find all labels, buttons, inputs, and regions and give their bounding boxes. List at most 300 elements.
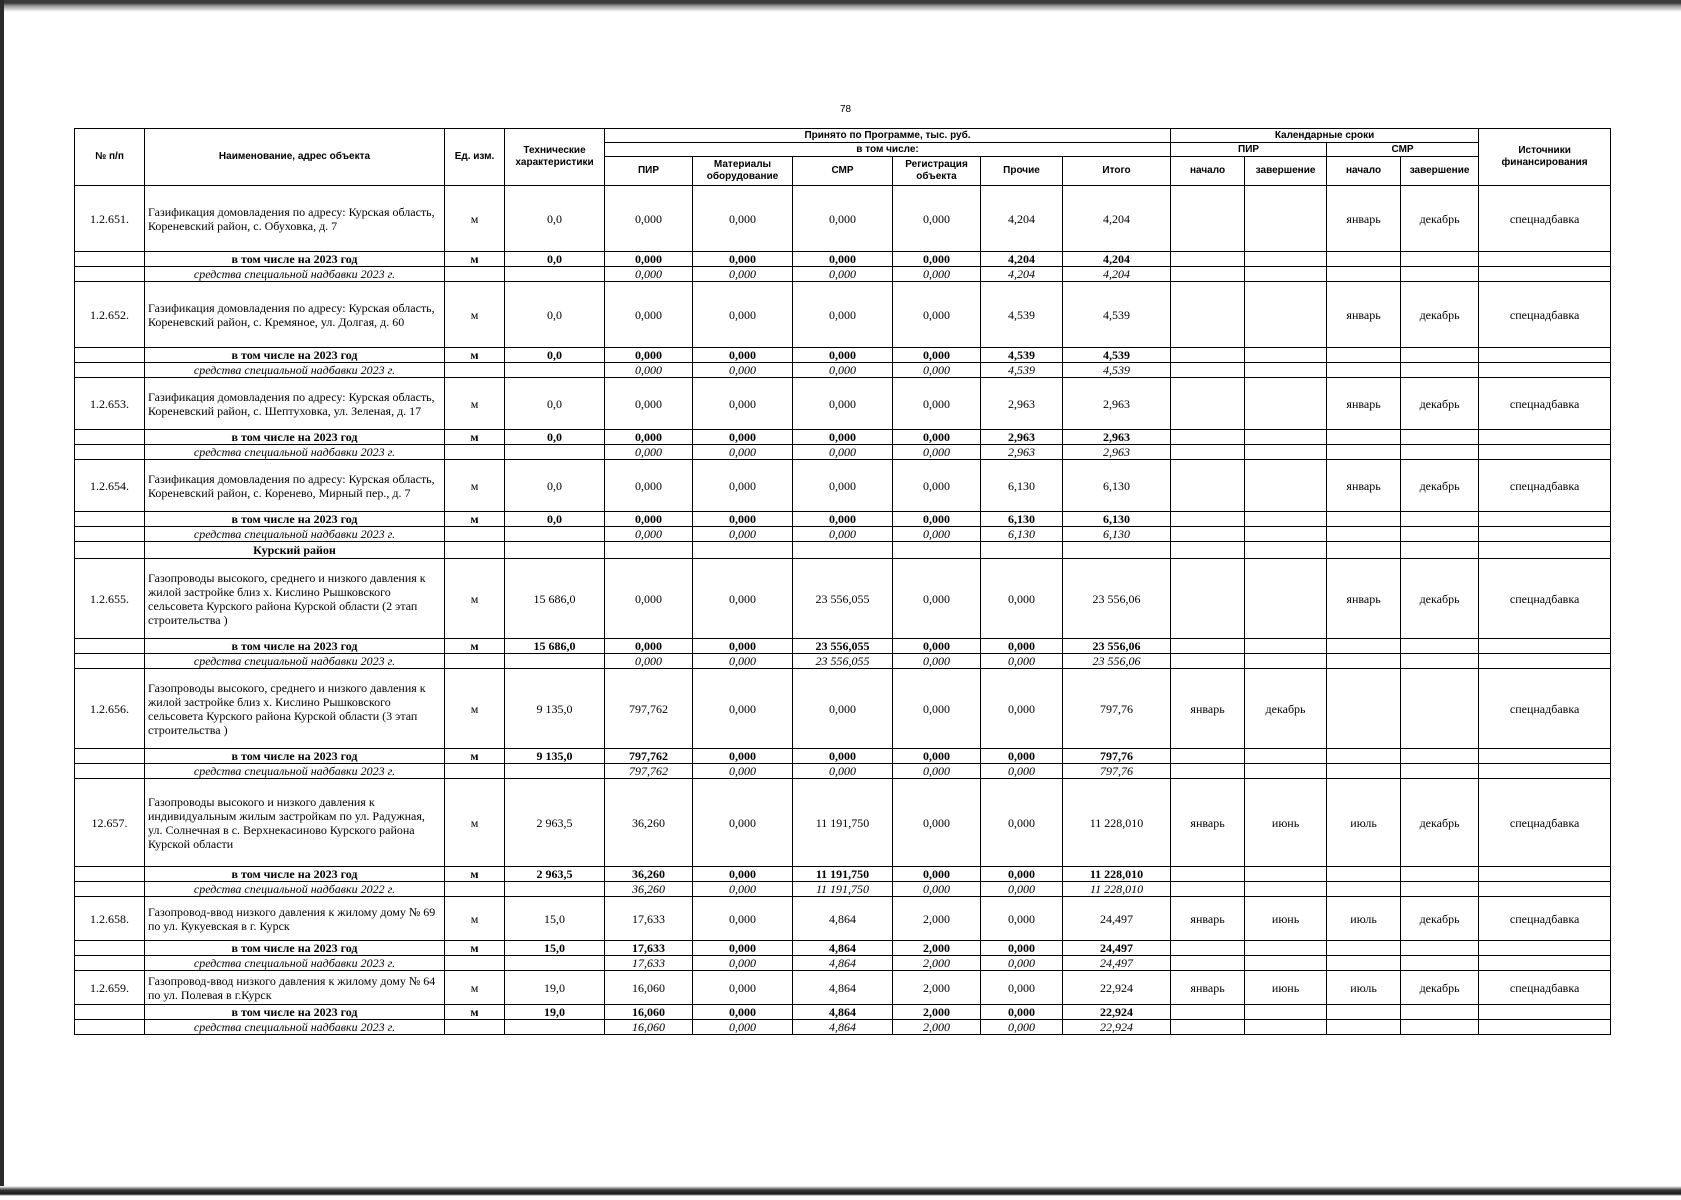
cell-smr: 0,000 <box>793 527 893 542</box>
cell-other: 0,000 <box>981 941 1063 956</box>
cell-empty <box>1245 749 1327 764</box>
cell-reg: 0,000 <box>893 348 981 363</box>
cell-empty <box>1327 941 1401 956</box>
cell-empty <box>1401 252 1479 267</box>
cell-mat: 0,000 <box>693 749 793 764</box>
cell-empty <box>1479 764 1611 779</box>
cell-no: 1.2.652. <box>75 282 145 348</box>
cell-total: 4,539 <box>1063 348 1171 363</box>
cell-other: 0,000 <box>981 779 1063 867</box>
cell-tech: 0,0 <box>505 252 605 267</box>
cell-source: спецнадбавка <box>1479 779 1611 867</box>
cell-pir-end: июнь <box>1245 779 1327 867</box>
cell-other: 0,000 <box>981 897 1063 941</box>
cell-other: 0,000 <box>981 956 1063 971</box>
cell-smr-end: декабрь <box>1401 559 1479 639</box>
cell-total: 24,497 <box>1063 941 1171 956</box>
cell-mat: 0,000 <box>693 512 793 527</box>
cell-pir: 17,633 <box>605 941 693 956</box>
funding-row <box>75 267 1611 282</box>
cell-reg: 2,000 <box>893 941 981 956</box>
header-unit: Ед. изм. <box>445 129 505 186</box>
header-registration: Регистрация объекта <box>893 157 981 186</box>
cell-name: средства специальной надбавки 2023 г. <box>145 267 445 282</box>
cell-smr: 4,864 <box>793 1020 893 1035</box>
cell-total: 2,963 <box>1063 378 1171 430</box>
cell-smr: 4,864 <box>793 956 893 971</box>
cell-smr: 0,000 <box>793 378 893 430</box>
cell-pir-end: июнь <box>1245 897 1327 941</box>
cell-smr: 0,000 <box>793 764 893 779</box>
cell-unit: м <box>445 512 505 527</box>
cell-mat: 0,000 <box>693 941 793 956</box>
cell-pir: 0,000 <box>605 267 693 282</box>
cell-empty <box>1327 654 1401 669</box>
cell-total: 6,130 <box>1063 512 1171 527</box>
cell-name: Газопроводы высокого, среднего и низкого давления к жилой застройке близ х. Кислино Рышковского сельсовета Курского района Курской области (2 этап строительства ) <box>145 559 445 639</box>
cell-empty <box>1171 542 1245 559</box>
cell-pir-end <box>1245 282 1327 348</box>
cell-mat: 0,000 <box>693 186 793 252</box>
cell-mat: 0,000 <box>693 867 793 882</box>
cell-unit: м <box>445 348 505 363</box>
cell-unit: м <box>445 282 505 348</box>
cell-empty <box>1171 1020 1245 1035</box>
cell-tech: 19,0 <box>505 1005 605 1020</box>
cell-empty <box>1327 1020 1401 1035</box>
cell-no: 1.2.656. <box>75 669 145 749</box>
cell-empty <box>1327 764 1401 779</box>
cell-other: 0,000 <box>981 867 1063 882</box>
cell-empty <box>1171 512 1245 527</box>
cell-reg: 0,000 <box>893 764 981 779</box>
cell-source: спецнадбавка <box>1479 971 1611 1005</box>
funding-row <box>75 527 1611 542</box>
cell-no: 1.2.654. <box>75 460 145 512</box>
cell-name: в том числе на 2023 год <box>145 348 445 363</box>
cell-no <box>75 430 145 445</box>
cell-pir: 36,260 <box>605 867 693 882</box>
cell-mat: 0,000 <box>693 378 793 430</box>
cell-pir-start: январь <box>1171 897 1245 941</box>
cell-smr-end: декабрь <box>1401 971 1479 1005</box>
table-row <box>75 559 1611 639</box>
cell-name: Газификация домовладения по адресу: Курская область, Кореневский район, с. Обуховка, д. 7 <box>145 186 445 252</box>
cell-reg: 0,000 <box>893 882 981 897</box>
cell-reg: 0,000 <box>893 654 981 669</box>
cell-name: в том числе на 2023 год <box>145 252 445 267</box>
cell-total: 23 556,06 <box>1063 639 1171 654</box>
cell-tech: 19,0 <box>505 971 605 1005</box>
cell-mat: 0,000 <box>693 267 793 282</box>
cell-unit <box>445 1020 505 1035</box>
cell-empty <box>1245 252 1327 267</box>
cell-unit: м <box>445 897 505 941</box>
cell-smr-end: декабрь <box>1401 897 1479 941</box>
cell-empty <box>1171 882 1245 897</box>
cell-other: 4,539 <box>981 348 1063 363</box>
cell-smr: 23 556,055 <box>793 654 893 669</box>
cell-empty <box>1401 512 1479 527</box>
cell-empty <box>1479 512 1611 527</box>
cell-empty <box>1327 639 1401 654</box>
cell-unit <box>445 882 505 897</box>
cell-empty <box>1327 363 1401 378</box>
cell-reg: 0,000 <box>893 559 981 639</box>
cell-source: спецнадбавка <box>1479 282 1611 348</box>
cell-mat: 0,000 <box>693 669 793 749</box>
cell-total: 11 228,010 <box>1063 882 1171 897</box>
cell-source: спецнадбавка <box>1479 669 1611 749</box>
cell-reg: 0,000 <box>893 430 981 445</box>
table-row <box>75 282 1611 348</box>
cell-pir: 797,762 <box>605 749 693 764</box>
cell-mat: 0,000 <box>693 1005 793 1020</box>
cell-empty <box>1401 882 1479 897</box>
cell-unit: м <box>445 941 505 956</box>
cell-reg: 2,000 <box>893 971 981 1005</box>
cell-total: 4,539 <box>1063 282 1171 348</box>
cell-empty <box>1479 867 1611 882</box>
cell-total: 11 228,010 <box>1063 867 1171 882</box>
cell-smr-end: декабрь <box>1401 282 1479 348</box>
cell-tech: 0,0 <box>505 512 605 527</box>
header-smr-start: начало <box>1327 157 1401 186</box>
cell-empty <box>1479 639 1611 654</box>
table-header <box>75 129 1611 186</box>
cell-empty <box>1327 867 1401 882</box>
cell-mat: 0,000 <box>693 882 793 897</box>
cell-total: 23 556,06 <box>1063 559 1171 639</box>
cell-mat: 0,000 <box>693 445 793 460</box>
cell-no <box>75 348 145 363</box>
cell-pir: 17,633 <box>605 897 693 941</box>
cell-empty <box>1171 764 1245 779</box>
cell-no: 12.657. <box>75 779 145 867</box>
cell-total: 24,497 <box>1063 956 1171 971</box>
cell-tech: 0,0 <box>505 348 605 363</box>
subtotal-row <box>75 867 1611 882</box>
cell-tech: 0,0 <box>505 186 605 252</box>
cell-empty <box>1401 1005 1479 1020</box>
cell-empty <box>1327 267 1401 282</box>
cell-empty <box>1401 941 1479 956</box>
cell-tech <box>505 445 605 460</box>
cell-empty <box>1479 941 1611 956</box>
cell-empty <box>1479 348 1611 363</box>
cell-name: Газопроводы высокого и низкого давления к индивидуальным жилым застройкам по ул. Радужная, ул. Солнечная в с. Верхнекасиново Курского района Курской области <box>145 779 445 867</box>
cell-unit <box>445 527 505 542</box>
cell-empty <box>1327 542 1401 559</box>
cell-empty <box>1171 252 1245 267</box>
cell-tech: 0,0 <box>505 460 605 512</box>
cell-total: 4,539 <box>1063 363 1171 378</box>
cell-no <box>75 252 145 267</box>
cell-name: средства специальной надбавки 2023 г. <box>145 1020 445 1035</box>
cell-empty <box>1245 956 1327 971</box>
cell-empty <box>693 542 793 559</box>
cell-other: 4,204 <box>981 252 1063 267</box>
cell-empty <box>1479 654 1611 669</box>
cell-empty <box>1479 1005 1611 1020</box>
cell-empty <box>605 542 693 559</box>
cell-mat: 0,000 <box>693 1020 793 1035</box>
cell-empty <box>1327 956 1401 971</box>
cell-empty <box>1479 882 1611 897</box>
cell-unit: м <box>445 867 505 882</box>
cell-name: средства специальной надбавки 2023 г. <box>145 363 445 378</box>
scan-left-edge <box>0 0 4 1200</box>
cell-source: спецнадбавка <box>1479 897 1611 941</box>
cell-other: 0,000 <box>981 639 1063 654</box>
header-cal-pir: ПИР <box>1171 143 1327 157</box>
cell-reg: 0,000 <box>893 749 981 764</box>
cell-pir: 0,000 <box>605 282 693 348</box>
cell-other: 0,000 <box>981 749 1063 764</box>
cell-empty <box>1401 527 1479 542</box>
cell-other: 6,130 <box>981 527 1063 542</box>
cell-empty <box>1327 882 1401 897</box>
cell-unit: м <box>445 779 505 867</box>
cell-no <box>75 654 145 669</box>
cell-source: спецнадбавка <box>1479 378 1611 430</box>
cell-reg: 0,000 <box>893 867 981 882</box>
cell-empty <box>1479 749 1611 764</box>
cell-tech <box>505 1020 605 1035</box>
cell-pir: 0,000 <box>605 378 693 430</box>
cell-source: спецнадбавка <box>1479 186 1611 252</box>
table-row <box>75 971 1611 1005</box>
cell-tech: 0,0 <box>505 282 605 348</box>
cell-pir: 0,000 <box>605 430 693 445</box>
cell-empty <box>1327 445 1401 460</box>
funding-row <box>75 654 1611 669</box>
cell-empty <box>1245 445 1327 460</box>
cell-empty <box>1327 512 1401 527</box>
cell-total: 2,963 <box>1063 445 1171 460</box>
header-name: Наименование, адрес объекта <box>145 129 445 186</box>
cell-tech: 9 135,0 <box>505 669 605 749</box>
cell-empty <box>1171 654 1245 669</box>
subtotal-row <box>75 512 1611 527</box>
cell-reg: 0,000 <box>893 779 981 867</box>
cell-reg: 0,000 <box>893 639 981 654</box>
cell-pir: 16,060 <box>605 1020 693 1035</box>
cell-empty <box>1479 527 1611 542</box>
cell-smr: 0,000 <box>793 669 893 749</box>
cell-empty <box>1327 430 1401 445</box>
cell-name: в том числе на 2023 год <box>145 1005 445 1020</box>
cell-tech <box>505 267 605 282</box>
funding-row <box>75 764 1611 779</box>
cell-other: 0,000 <box>981 1005 1063 1020</box>
cell-smr: 4,864 <box>793 971 893 1005</box>
cell-empty <box>1401 956 1479 971</box>
cell-tech <box>505 956 605 971</box>
cell-reg: 0,000 <box>893 186 981 252</box>
cell-empty <box>1479 445 1611 460</box>
cell-empty <box>1401 542 1479 559</box>
cell-empty <box>1401 1020 1479 1035</box>
cell-empty <box>1479 1020 1611 1035</box>
cell-empty <box>1245 430 1327 445</box>
cell-smr: 0,000 <box>793 430 893 445</box>
cell-unit: м <box>445 1005 505 1020</box>
cell-smr: 0,000 <box>793 348 893 363</box>
cell-other: 6,130 <box>981 460 1063 512</box>
cell-pir: 797,762 <box>605 669 693 749</box>
cell-empty <box>1479 956 1611 971</box>
cell-mat: 0,000 <box>693 654 793 669</box>
cell-tech: 2 963,5 <box>505 867 605 882</box>
cell-no <box>75 1020 145 1035</box>
cell-empty <box>1245 654 1327 669</box>
table-row <box>75 669 1611 749</box>
table-row <box>75 378 1611 430</box>
cell-pir: 0,000 <box>605 363 693 378</box>
cell-no <box>75 512 145 527</box>
cell-source: спецнадбавка <box>1479 559 1611 639</box>
cell-mat: 0,000 <box>693 897 793 941</box>
scan-top-edge <box>0 0 1681 12</box>
cell-total: 23 556,06 <box>1063 654 1171 669</box>
cell-mat: 0,000 <box>693 971 793 1005</box>
cell-empty <box>1245 267 1327 282</box>
table-row <box>75 779 1611 867</box>
cell-pir: 0,000 <box>605 460 693 512</box>
cell-pir: 797,762 <box>605 764 693 779</box>
cell-other: 4,539 <box>981 363 1063 378</box>
cell-unit: м <box>445 669 505 749</box>
cell-no <box>75 941 145 956</box>
cell-reg: 0,000 <box>893 445 981 460</box>
cell-other: 0,000 <box>981 882 1063 897</box>
cell-total: 797,76 <box>1063 669 1171 749</box>
cell-other: 2,963 <box>981 378 1063 430</box>
cell-total: 4,204 <box>1063 267 1171 282</box>
cell-empty <box>1063 542 1171 559</box>
region-name: Курский район <box>145 542 445 559</box>
cell-reg: 0,000 <box>893 527 981 542</box>
cell-name: в том числе на 2023 год <box>145 749 445 764</box>
cell-smr-start: июль <box>1327 897 1401 941</box>
cell-source: спецнадбавка <box>1479 460 1611 512</box>
cell-empty <box>1479 430 1611 445</box>
cell-empty <box>1327 252 1401 267</box>
cell-empty <box>893 542 981 559</box>
table-row <box>75 186 1611 252</box>
cell-tech <box>505 654 605 669</box>
cell-pir-end <box>1245 559 1327 639</box>
cell-reg: 2,000 <box>893 897 981 941</box>
cell-smr: 0,000 <box>793 445 893 460</box>
cell-empty <box>445 542 505 559</box>
cell-name: средства специальной надбавки 2023 г. <box>145 956 445 971</box>
cell-empty <box>1171 363 1245 378</box>
funding-row <box>75 1020 1611 1035</box>
cell-smr-start: июль <box>1327 779 1401 867</box>
cell-empty <box>1245 512 1327 527</box>
cell-smr: 0,000 <box>793 252 893 267</box>
cell-smr: 0,000 <box>793 186 893 252</box>
cell-empty <box>1245 1020 1327 1035</box>
cell-unit: м <box>445 378 505 430</box>
cell-tech: 15 686,0 <box>505 559 605 639</box>
cell-mat: 0,000 <box>693 460 793 512</box>
cell-empty <box>1245 867 1327 882</box>
cell-mat: 0,000 <box>693 252 793 267</box>
cell-name: Газопровод-ввод низкого давления к жилому дому № 69 по ул. Кукуевская в г. Курск <box>145 897 445 941</box>
header-cal-smr: СМР <box>1327 143 1479 157</box>
cell-smr: 0,000 <box>793 363 893 378</box>
cell-pir-start <box>1171 282 1245 348</box>
cell-total: 797,76 <box>1063 764 1171 779</box>
cell-no <box>75 363 145 378</box>
subtotal-row <box>75 1005 1611 1020</box>
cell-empty <box>505 542 605 559</box>
cell-no <box>75 1005 145 1020</box>
table-row <box>75 460 1611 512</box>
subtotal-row <box>75 430 1611 445</box>
cell-empty <box>1171 267 1245 282</box>
cell-unit <box>445 956 505 971</box>
cell-name: средства специальной надбавки 2023 г. <box>145 654 445 669</box>
cell-smr-end: декабрь <box>1401 779 1479 867</box>
cell-mat: 0,000 <box>693 764 793 779</box>
cell-no: 1.2.655. <box>75 559 145 639</box>
cell-no <box>75 749 145 764</box>
cell-no <box>75 445 145 460</box>
cell-total: 22,924 <box>1063 1005 1171 1020</box>
cell-mat: 0,000 <box>693 559 793 639</box>
region-row <box>75 542 1611 559</box>
header-pir-start: начало <box>1171 157 1245 186</box>
cell-unit: м <box>445 971 505 1005</box>
cell-other: 0,000 <box>981 764 1063 779</box>
cell-tech: 15,0 <box>505 941 605 956</box>
cell-other: 2,963 <box>981 430 1063 445</box>
cell-smr-start: январь <box>1327 460 1401 512</box>
cell-pir: 16,060 <box>605 971 693 1005</box>
cell-other: 2,963 <box>981 445 1063 460</box>
cell-pir-start <box>1171 378 1245 430</box>
cell-empty <box>1245 639 1327 654</box>
cell-unit: м <box>445 559 505 639</box>
cell-pir: 0,000 <box>605 527 693 542</box>
cell-pir: 0,000 <box>605 445 693 460</box>
cell-pir: 17,633 <box>605 956 693 971</box>
cell-name: средства специальной надбавки 2023 г. <box>145 764 445 779</box>
cell-reg: 0,000 <box>893 282 981 348</box>
cell-smr-end <box>1401 669 1479 749</box>
cell-smr: 23 556,055 <box>793 559 893 639</box>
cell-unit <box>445 363 505 378</box>
cell-pir: 36,260 <box>605 882 693 897</box>
cell-smr: 11 191,750 <box>793 779 893 867</box>
cell-pir: 16,060 <box>605 1005 693 1020</box>
cell-empty <box>1245 764 1327 779</box>
cell-reg: 2,000 <box>893 956 981 971</box>
header-pir: ПИР <box>605 157 693 186</box>
cell-unit <box>445 764 505 779</box>
cell-empty <box>1401 749 1479 764</box>
cell-pir: 0,000 <box>605 512 693 527</box>
cell-name: в том числе на 2023 год <box>145 512 445 527</box>
cell-smr-start: январь <box>1327 378 1401 430</box>
cell-smr: 4,864 <box>793 897 893 941</box>
cell-pir: 0,000 <box>605 639 693 654</box>
cell-name: Газопроводы высокого, среднего и низкого давления к жилой застройке близ х. Кислино Рышковского сельсовета Курского района Курской области (3 этап строительства ) <box>145 669 445 749</box>
